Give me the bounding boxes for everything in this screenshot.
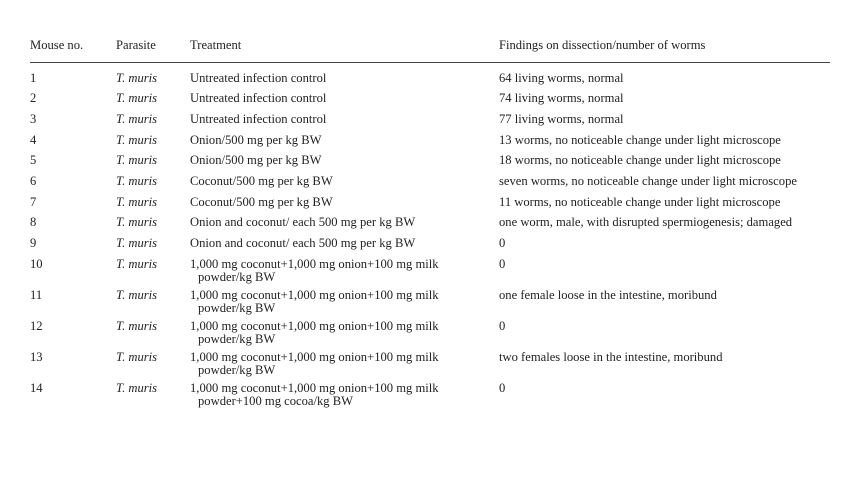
treatment-line: Onion/500 mg per kg BW <box>190 132 322 147</box>
cell-findings: 0 <box>499 380 506 395</box>
cell-mouse: 4 <box>30 132 37 147</box>
cell-mouse: 10 <box>30 256 43 271</box>
cell-mouse: 3 <box>30 111 37 126</box>
cell-mouse: 6 <box>30 173 37 188</box>
header-findings: Findings on dissection/number of worms <box>499 36 830 62</box>
treatment-line-continued: powder/kg BW <box>198 270 276 285</box>
table-row <box>30 62 830 92</box>
cell-parasite: T. muris <box>116 173 158 188</box>
cell-parasite: T. muris <box>116 349 158 364</box>
header-mouse-no: Mouse no. <box>30 36 116 62</box>
treatment-line: Onion and coconut/ each 500 mg per kg BW <box>190 236 416 250</box>
cell-treatment <box>190 320 499 351</box>
cell-mouse: 5 <box>30 153 37 168</box>
cell-mouse: 8 <box>30 215 37 230</box>
cell-treatment <box>190 258 499 289</box>
cell-treatment <box>190 237 499 258</box>
header-treatment: Treatment <box>190 36 499 62</box>
treatment-line: Coconut/500 mg per kg BW <box>190 194 333 209</box>
header-parasite: Parasite <box>116 36 190 62</box>
table-header-row <box>30 36 830 62</box>
cell-parasite: T. muris <box>116 194 158 209</box>
cell-mouse: 9 <box>30 236 37 250</box>
cell-parasite: T. muris <box>116 287 158 302</box>
cell-treatment <box>190 113 499 134</box>
cell-parasite: T. muris <box>116 256 158 271</box>
cell-treatment <box>190 289 499 320</box>
cell-findings: 0 <box>499 256 506 271</box>
cell-treatment <box>190 62 499 92</box>
treatment-line: Onion and coconut/ each 500 mg per kg BW <box>190 215 416 230</box>
treatment-line: Coconut/500 mg per kg BW <box>190 173 333 188</box>
cell-parasite: T. muris <box>116 153 158 168</box>
treatment-line-continued: powder+100 mg cocoa/kg BW <box>198 394 354 409</box>
cell-parasite: T. muris <box>116 132 158 147</box>
treatment-line: 1,000 mg coconut+1,000 mg onion+100 mg milk <box>190 256 439 271</box>
cell-treatment <box>190 382 499 413</box>
table-row <box>30 175 830 196</box>
treatment-line-continued: powder/kg BW <box>198 301 276 316</box>
cell-mouse: 2 <box>30 91 37 106</box>
table-row <box>30 382 830 413</box>
table-row <box>30 258 830 289</box>
cell-findings: 11 worms, no noticeable change under light microscope <box>499 194 781 209</box>
treatment-line: Untreated infection control <box>190 91 327 106</box>
treatment-line: 1,000 mg coconut+1,000 mg onion+100 mg milk <box>190 380 439 395</box>
cell-treatment <box>190 216 499 237</box>
cell-findings: 13 worms, no noticeable change under light microscope <box>499 132 781 147</box>
cell-findings: one worm, male, with disrupted spermiogenesis; damaged <box>499 215 793 230</box>
treatment-line: 1,000 mg coconut+1,000 mg onion+100 mg milk <box>190 349 439 364</box>
cell-findings: 64 living worms, normal <box>499 70 624 85</box>
treatment-line: Untreated infection control <box>190 70 327 85</box>
cell-mouse: 11 <box>30 287 43 302</box>
cell-findings: 77 living worms, normal <box>499 111 624 126</box>
cell-findings: one female loose in the intestine, moribund <box>499 287 717 302</box>
treatment-line: 1,000 mg coconut+1,000 mg onion+100 mg milk <box>190 318 439 333</box>
table-row <box>30 351 830 382</box>
table-row <box>30 196 830 217</box>
table-row <box>30 113 830 134</box>
table-row <box>30 216 830 237</box>
cell-findings: 18 worms, no noticeable change under light microscope <box>499 153 781 168</box>
treatment-line: Onion/500 mg per kg BW <box>190 153 322 168</box>
cell-findings: two females loose in the intestine, moribund <box>499 349 723 364</box>
cell-treatment <box>190 92 499 113</box>
table-row <box>30 134 830 155</box>
cell-parasite: T. muris <box>116 215 158 230</box>
results-table-container <box>30 36 830 413</box>
cell-mouse: 14 <box>30 380 43 395</box>
cell-treatment <box>190 175 499 196</box>
cell-parasite: T. muris <box>116 91 158 106</box>
table-row <box>30 92 830 113</box>
table-row <box>30 237 830 258</box>
cell-treatment <box>190 154 499 175</box>
cell-findings: 0 <box>499 236 506 250</box>
cell-treatment <box>190 351 499 382</box>
cell-parasite: T. muris <box>116 380 158 395</box>
cell-mouse: 13 <box>30 349 43 364</box>
treatment-line: Untreated infection control <box>190 111 327 126</box>
cell-mouse: 1 <box>30 70 37 85</box>
table-row <box>30 154 830 175</box>
table-row <box>30 289 830 320</box>
results-table <box>30 36 830 413</box>
treatment-line: 1,000 mg coconut+1,000 mg onion+100 mg milk <box>190 287 439 302</box>
cell-treatment <box>190 134 499 155</box>
treatment-line-continued: powder/kg BW <box>198 363 276 378</box>
cell-mouse: 7 <box>30 194 37 209</box>
cell-parasite: T. muris <box>116 318 158 333</box>
cell-parasite: T. muris <box>116 70 158 85</box>
cell-findings: 74 living worms, normal <box>499 91 624 106</box>
table-row <box>30 320 830 351</box>
cell-findings: seven worms, no noticeable change under light microscope <box>499 173 797 188</box>
cell-treatment <box>190 196 499 217</box>
cell-parasite: T. muris <box>116 111 158 126</box>
cell-parasite: T. muris <box>116 236 158 250</box>
cell-mouse: 12 <box>30 318 43 333</box>
cell-findings: 0 <box>499 318 506 333</box>
treatment-line-continued: powder/kg BW <box>198 332 276 347</box>
